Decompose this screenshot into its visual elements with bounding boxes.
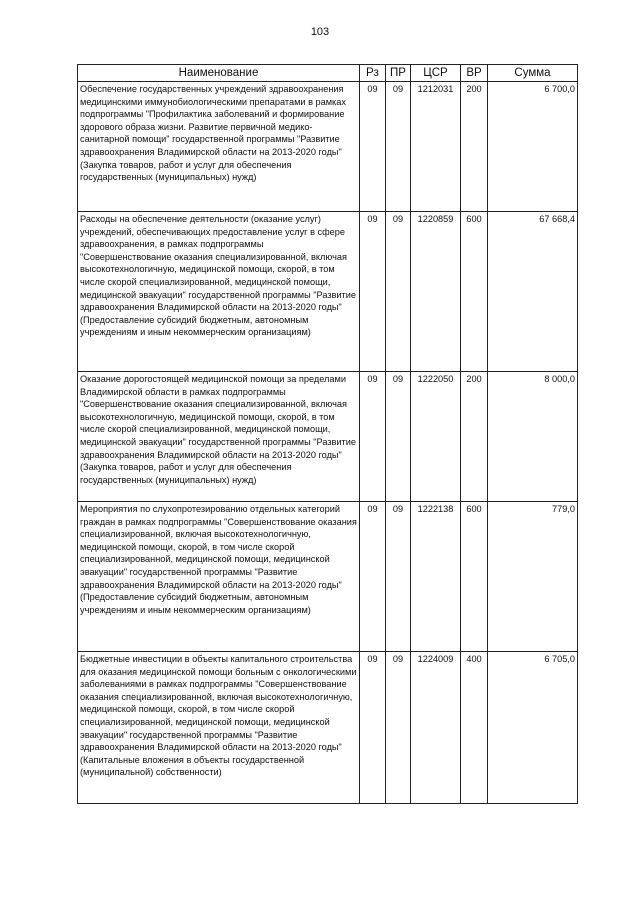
table-header-row	[78, 65, 578, 82]
row-pr: 09	[386, 652, 411, 804]
row-csr: 1224009	[411, 652, 461, 804]
row-rz: 09	[360, 212, 386, 372]
row-vr: 400	[461, 652, 488, 804]
row-pr: 09	[386, 372, 411, 502]
table-row	[78, 212, 578, 372]
budget-table	[77, 64, 578, 804]
row-name: Мероприятия по слухопротезированию отдельных категорий граждан в рамках подпрограммы "Совершенствование оказания специализированной, включая высокотехнологичную, медицинской помощи, скорой, в том числе скорой специализированной, медицинской помощи, медицинской эвакуации" государственной программы "Развитие здравоохранения Владимирской области на 2013-2020 годы" (Предоставление субсидий бюджетным, автономным учреждениям и иным некоммерческим организациям)	[78, 502, 360, 652]
table-row	[78, 82, 578, 212]
row-vr: 200	[461, 372, 488, 502]
row-rz: 09	[360, 82, 386, 212]
row-rz: 09	[360, 652, 386, 804]
page-number: 103	[310, 26, 330, 38]
header-name: Наименование	[78, 65, 360, 82]
row-name: Обеспечение государственных учреждений здравоохранения медицинскими иммунобиологическими препаратами в рамках подпрограммы "Профилактика заболеваний и формирование здорового образа жизни. Развитие первичной медико-санитарной помощи" государственной программы "Развитие здравоохранения Владимирской области на 2013-2020 годы" (Закупка товаров, работ и услуг для обеспечения государственных (муниципальных) нужд)	[78, 82, 360, 212]
table-row	[78, 652, 578, 804]
row-name: Расходы на обеспечение деятельности (оказание услуг) учреждений, обеспечивающих предоставление услуг в сфере здравоохранения, в рамках подпрограммы "Совершенствование оказания специализированной, включая высокотехнологичную, медицинской помощи, скорой, в том числе скорой специализированной, медицинской помощи, медицинской эвакуации" государственной программы "Развитие здравоохранения Владимирской области на 2013-2020 годы" (Предоставление субсидий бюджетным, автономным учреждениям и иным некоммерческим организациям)	[78, 212, 360, 372]
row-sum: 6 705,0	[488, 652, 578, 804]
table-row	[78, 502, 578, 652]
row-vr: 200	[461, 82, 488, 212]
row-csr: 1222138	[411, 502, 461, 652]
row-pr: 09	[386, 82, 411, 212]
row-rz: 09	[360, 372, 386, 502]
table-row	[78, 372, 578, 502]
row-csr: 1222050	[411, 372, 461, 502]
row-csr: 1220859	[411, 212, 461, 372]
row-vr: 600	[461, 212, 488, 372]
header-sum: Сумма	[488, 65, 578, 82]
row-vr: 600	[461, 502, 488, 652]
row-pr: 09	[386, 212, 411, 372]
row-csr: 1212031	[411, 82, 461, 212]
row-sum: 779,0	[488, 502, 578, 652]
header-rz: Рз	[360, 65, 386, 82]
row-rz: 09	[360, 502, 386, 652]
row-sum: 67 668,4	[488, 212, 578, 372]
row-name: Оказание дорогостоящей медицинской помощи за пределами Владимирской области в рамках подпрограммы "Совершенствование оказания специализированной, включая высокотехнологичную, медицинской помощи, скорой, в том числе скорой специализированной, медицинской помощи, медицинской эвакуации" государственной программы "Развитие здравоохранения Владимирской области на 2013-2020 годы" (Закупка товаров, работ и услуг для обеспечения государственных (муниципальных) нужд)	[78, 372, 360, 502]
header-pr: ПР	[386, 65, 411, 82]
row-sum: 6 700,0	[488, 82, 578, 212]
header-vr: ВР	[461, 65, 488, 82]
row-name: Бюджетные инвестиции в объекты капитального строительства для оказания медицинской помощи больным с онкологическими заболеваниями в рамках подпрограммы "Совершенствование оказания специализированной, включая высокотехнологичную, медицинской помощи, скорой, в том числе скорой специализированной, медицинской помощи, медицинской эвакуации" государственной программы "Развитие здравоохранения Владимирской области на 2013-2020 годы" (Капитальные вложения в объекты государственной (муниципальной) собственности)	[78, 652, 360, 804]
row-sum: 8 000,0	[488, 372, 578, 502]
header-csr: ЦСР	[411, 65, 461, 82]
row-pr: 09	[386, 502, 411, 652]
